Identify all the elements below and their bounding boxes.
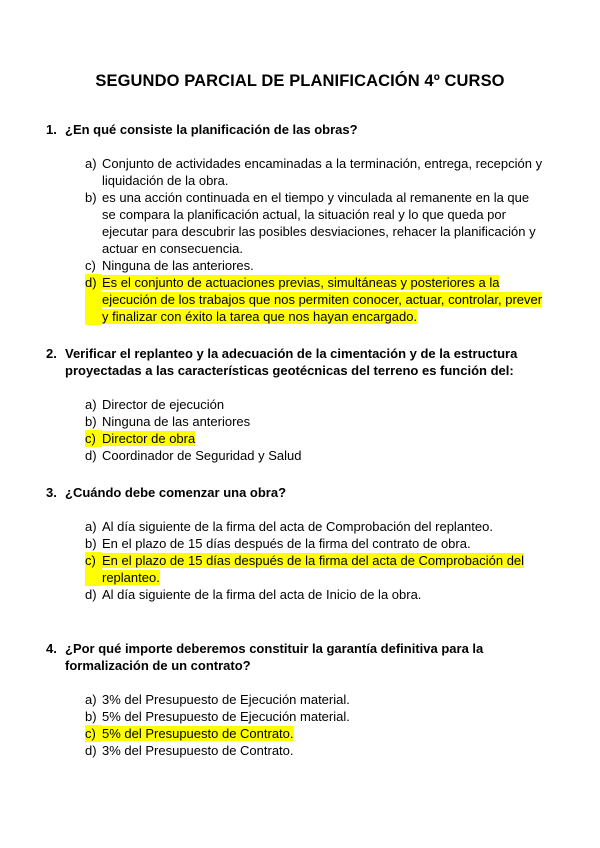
option-text: 3% del Presupuesto de Contrato.	[102, 743, 294, 758]
option-c-correct	[85, 430, 546, 447]
question-heading	[46, 121, 546, 138]
question-number: 1.	[46, 122, 57, 137]
question-3	[46, 484, 546, 603]
option-a	[85, 518, 546, 535]
option-b	[85, 535, 546, 552]
option-c-correct	[85, 552, 546, 586]
option-letter: c)	[85, 552, 102, 586]
option-text: Coordinador de Seguridad y Salud	[102, 448, 302, 463]
option-letter: d)	[85, 743, 97, 758]
question-number: 4.	[46, 641, 57, 656]
options-list	[85, 691, 546, 759]
question-4	[46, 640, 546, 759]
option-text: Ninguna de las anteriores.	[102, 258, 254, 273]
option-d	[85, 447, 546, 464]
option-letter: c)	[85, 725, 102, 742]
option-text: Ninguna de las anteriores	[102, 414, 251, 429]
option-letter: d)	[85, 448, 97, 463]
highlighted-answer-text: Es el conjunto de actuaciones previas, simultáneas y posteriores a la ejecución de los trabajos que nos permiten conocer, actuar, controlar, prever y finalizar con éxito la tarea que nos hayan encargado.	[102, 275, 543, 324]
option-text: Director de ejecución	[102, 397, 225, 412]
question-text: Verificar el replanteo y la adecuación de la cimentación y de la estructura proyectadas a las características geotécnicas del terreno es función del:	[65, 346, 518, 378]
option-b	[85, 189, 546, 257]
option-letter: b)	[85, 709, 97, 724]
question-1	[46, 121, 546, 325]
option-b	[85, 708, 546, 725]
options-list	[85, 155, 546, 325]
option-letter: b)	[85, 536, 97, 551]
option-letter: d)	[85, 587, 97, 602]
question-text: ¿En qué consiste la planificación de las obras?	[65, 122, 358, 137]
option-text: es una acción continuada en el tiempo y vinculada al remanente en la que se compara la planificación actual, la situación real y lo que queda por ejecutar para descubrir las posibles desviaciones, rehacer la planificación y actuar en consecuencia.	[102, 190, 536, 256]
option-text: Al día siguiente de la firma del acta de Comprobación del replanteo.	[102, 519, 493, 534]
option-a	[85, 691, 546, 708]
question-2	[46, 345, 546, 464]
option-text: 3% del Presupuesto de Ejecución material.	[102, 692, 350, 707]
option-letter: a)	[85, 519, 97, 534]
question-heading	[46, 640, 546, 674]
question-number: 2.	[46, 346, 57, 361]
option-letter: b)	[85, 414, 97, 429]
option-text: Al día siguiente de la firma del acta de Inicio de la obra.	[102, 587, 422, 602]
exam-title: SEGUNDO PARCIAL DE PLANIFICACIÓN 4º CURSO	[95, 72, 505, 90]
option-c	[85, 257, 546, 274]
option-d	[85, 742, 546, 759]
option-text: Conjunto de actividades encaminadas a la terminación, entrega, recepción y liquidación de la obra.	[102, 156, 543, 188]
option-letter: a)	[85, 156, 97, 171]
question-text: ¿Cuándo debe comenzar una obra?	[65, 485, 287, 500]
question-number: 3.	[46, 485, 57, 500]
option-letter: b)	[85, 190, 97, 205]
option-letter: d)	[85, 274, 102, 325]
option-d	[85, 586, 546, 603]
question-heading	[46, 345, 546, 379]
option-letter: c)	[85, 258, 96, 273]
highlighted-answer-text: Director de obra	[102, 431, 196, 446]
option-c-correct	[85, 725, 546, 742]
options-list	[85, 518, 546, 603]
question-text: ¿Por qué importe deberemos constituir la garantía definitiva para la formalización de un contrato?	[65, 641, 484, 673]
option-b	[85, 413, 546, 430]
option-d-correct	[85, 274, 546, 325]
option-text: 5% del Presupuesto de Ejecución material.	[102, 709, 350, 724]
question-heading	[46, 484, 546, 501]
option-letter: a)	[85, 397, 97, 412]
option-text: En el plazo de 15 días después de la firma del contrato de obra.	[102, 536, 471, 551]
option-a	[85, 155, 546, 189]
option-letter: a)	[85, 692, 97, 707]
highlighted-answer-text: 5% del Presupuesto de Contrato.	[102, 726, 294, 741]
option-a	[85, 396, 546, 413]
highlighted-answer-text: En el plazo de 15 días después de la firma del acta de Comprobación del replanteo.	[102, 553, 525, 585]
options-list	[85, 396, 546, 464]
option-letter: c)	[85, 430, 102, 447]
